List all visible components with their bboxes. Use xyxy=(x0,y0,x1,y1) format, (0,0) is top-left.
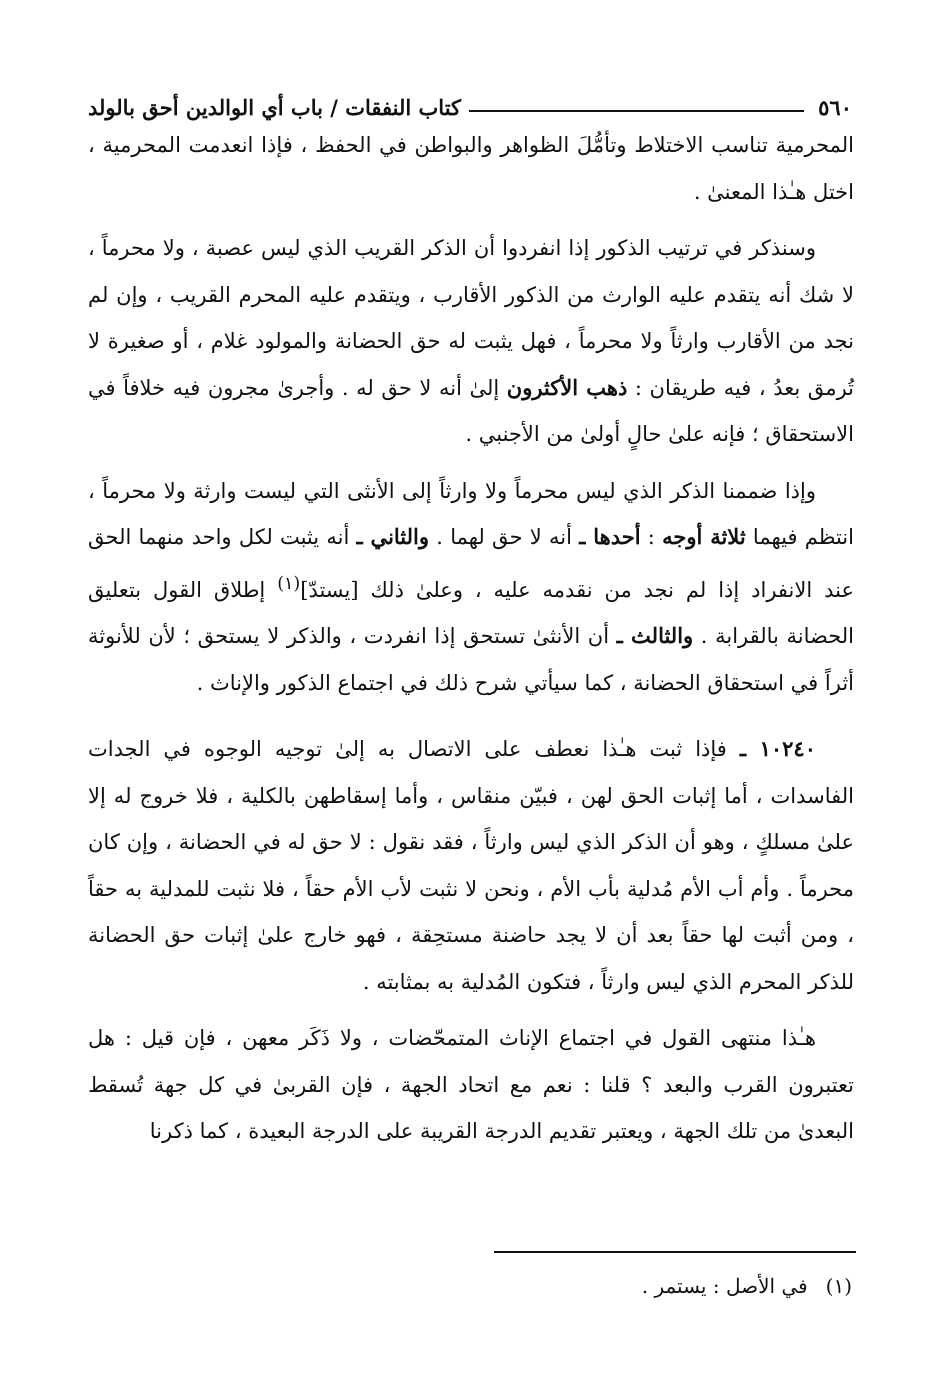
paragraph-continuation: المحرمية تناسب الاختلاط وتأمُّلَ الظواهر والبواطن في الحفظ ، فإذا انعدمت المحرمية ، اختل هـٰذا المعنىٰ . xyxy=(88,133,854,204)
footnote-separator xyxy=(494,1251,856,1253)
numbered-paragraph: ١٠٢٤٠ ـ فإذا ثبت هـٰذا نعطف على الاتصال به إلىٰ توجيه الوجوه في الجدات الفاسدات ، أما إثبات الحق لهن ، فبيّن منقاس ، وأما إسقاطهن بالكلية ، فلا خروج له إلا علىٰ مسلكٍ ، وهو أن الذكر الذي ليس وارثاً ، فقد نقول : لا حق له في الحضانة ، وإن كان محرماً . وأم أب الأم مُدلية بأب الأم ، ونحن لا نثبت لأب الأم حقاً ، فلا نثبت للمدلية به حقاً ، ومن أثبت لها حقاً بعد أن لا يجد حاضنة مستحِقة ، فهو خارج علىٰ إثبات حق الحضانة للذكر المحرم الذي ليس وارثاً ، فتكون المُدلية به بمثابته . xyxy=(88,736,854,994)
footnote-reference: (١) xyxy=(277,573,301,594)
footnote-number: (١) xyxy=(825,1274,852,1298)
footnote-text: في الأصل : يستمر . xyxy=(641,1274,808,1298)
running-header xyxy=(88,84,852,120)
paragraph-number: ١٠٢٤٠ ـ xyxy=(739,736,816,761)
running-title: كتاب النفقات / باب أي الوالدين أحق بالولد xyxy=(88,95,462,120)
header-rule xyxy=(469,110,804,112)
footnote xyxy=(642,1274,852,1298)
page-number: ٥٦٠ xyxy=(818,95,852,120)
paragraph: وسنذكر في ترتيب الذكور إذا انفردوا أن الذكر القريب الذي ليس عصبة ، ولا محرماً ، لا شك أنه يتقدم عليه الوارث من الذكور الأقارب ، ويتقدم عليه المحرم القريب ، وإن لم نجد من الأقارب وارثاً ولا محرماً ، فهل يثبت له حق الحضانة والمولود غلام ، أو صغيرة لا تُرمق بعدُ ، فيه طريقان : ذهب الأكثرون إلىٰ أنه لا حق له . وأجرىٰ مجرون فيه خلافاً في الاستحقاق ؛ فإنه علىٰ حالٍ أولىٰ من الأجنبي . xyxy=(88,236,854,446)
paragraph: هـٰذا منتهى القول في اجتماع الإناث المتمحّضات ، ولا ذَكَر معهن ، فإن قيل : هل تعتبرون القرب والبعد ؟ قلنا : نعم مع اتحاد الجهة ، فإن القربىٰ في كل جهة تُسقط البعدىٰ من تلك الجهة ، ويعتبر تقديم الدرجة القريبة على الدرجة البعيدة ، كما ذكرنا xyxy=(88,1026,854,1143)
paragraph: وإذا ضممنا الذكر الذي ليس محرماً ولا وارثاً إلى الأنثى التي ليست وارثة ولا محرماً ، انتظم فيهما ثلاثة أوجه : أحدها ـ أنه لا حق لهما . والثاني ـ أنه يثبت لكل واحد منهما الحق عند الانفراد إذا لم نجد من نقدمه عليه ، وعلىٰ ذلك [يستدّ]$^{(١)}$ إطلاق القول بتعليق الحضانة بالقرابة . والثالث ـ أن الأنثىٰ تستحق إذا انفردت ، والذكر لا يستحق ؛ لأن للأنوثة أثراً في استحقاق الحضانة ، كما سيأتي شرح ذلك في اجتماع الذكور والإناث . xyxy=(88,478,854,695)
page-body xyxy=(88,122,854,1155)
